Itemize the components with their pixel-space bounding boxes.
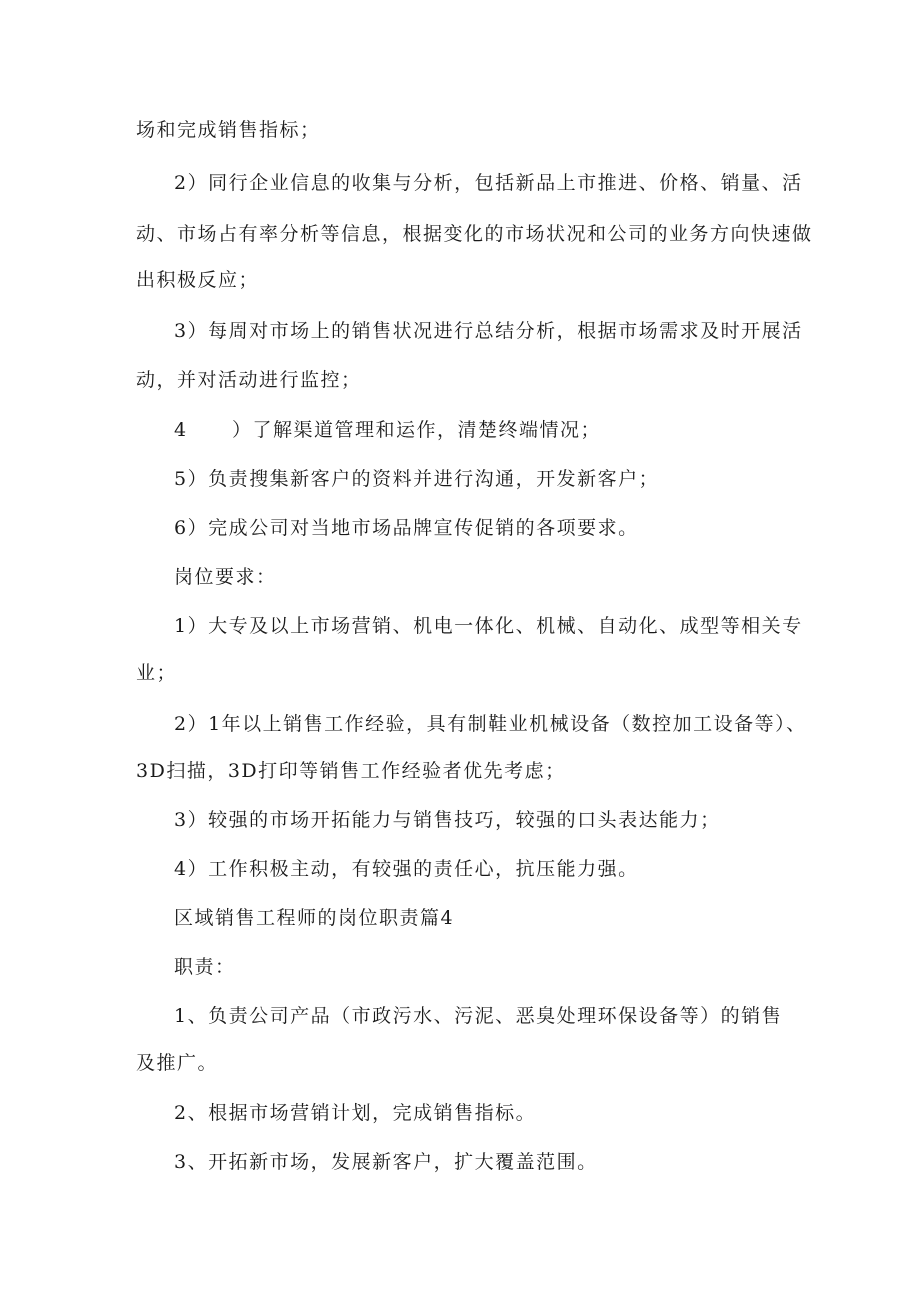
text-line: 出积极反应； — [136, 269, 260, 291]
text-line: 3D扫描，3D打印等销售工作经验者优先考虑； — [136, 760, 566, 782]
text-line: 场和完成销售指标； — [136, 119, 321, 141]
section-heading: 岗位要求： — [174, 566, 277, 588]
text-line: 4）工作积极主动，有较强的责任心，抗压能力强。 — [174, 858, 639, 880]
text-line: 动，并对活动进行监控； — [136, 369, 362, 391]
text-line: 及推广。 — [136, 1052, 219, 1074]
text-line: 2、根据市场营销计划，完成销售指标。 — [174, 1102, 537, 1124]
section-title: 区域销售工程师的岗位职责篇4 — [174, 907, 455, 929]
text-line: 业； — [136, 662, 178, 684]
text-line: 动、市场占有率分析等信息，根据变化的市场状况和公司的业务方向快速做 — [136, 223, 813, 245]
text-line: 3）较强的市场开拓能力与销售技巧，较强的口头表达能力； — [174, 809, 721, 831]
text-line: 3、开拓新市场，发展新客户，扩大覆盖范围。 — [174, 1151, 598, 1173]
section-heading: 职责： — [174, 956, 236, 978]
text-line: ）了解渠道管理和运作，清楚终端情况； — [232, 419, 602, 441]
list-number: 4 — [174, 419, 188, 441]
text-line: 6）完成公司对当地市场品牌宣传促销的各项要求。 — [174, 517, 639, 539]
text-line: 3）每周对市场上的销售状况进行总结分析，根据市场需求及时开展活 — [174, 320, 803, 342]
text-line: 1）大专及以上市场营销、机电一体化、机械、自动化、成型等相关专 — [174, 615, 803, 637]
text-line: 2）1年以上销售工作经验，具有制鞋业机械设备（数控加工设备等）、 — [174, 713, 807, 735]
text-line: 5）负责搜集新客户的资料并进行沟通，开发新客户； — [174, 468, 660, 490]
text-line: 2）同行企业信息的收集与分析，包括新品上市推进、价格、销量、活 — [174, 172, 803, 194]
text-line: 1、负责公司产品（市政污水、污泥、恶臭处理环保设备等）的销售 — [174, 1005, 783, 1027]
